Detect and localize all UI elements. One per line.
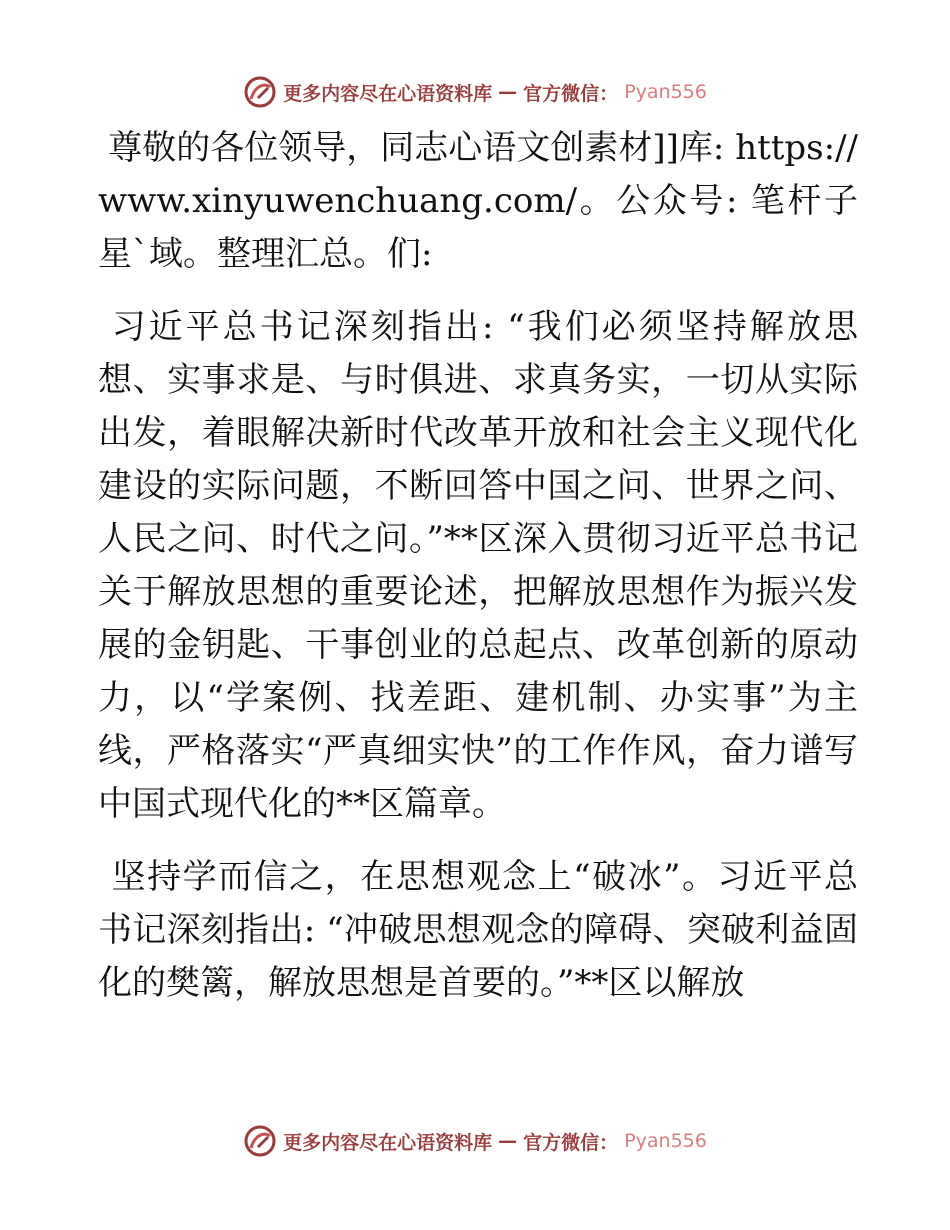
banner-dash: — xyxy=(498,81,518,103)
banner-wechat-label: 官方微信： xyxy=(523,82,619,105)
document-body xyxy=(98,122,858,1010)
header-watermark-banner xyxy=(0,72,950,112)
pen-swirl-logo-icon xyxy=(243,1124,277,1158)
banner-wechat-id: Pyan556 xyxy=(624,1130,707,1152)
paragraph-intro: 尊敬的各位领导，同志心语文创素材]]库: https://www.xinyuwenchuang.com/。公众号: 笔杆子星`域。整理汇总。们: xyxy=(98,128,858,274)
banner-dash: — xyxy=(498,1130,518,1152)
banner-library-text: 更多内容尽在心语资料库 xyxy=(283,1131,493,1154)
banner-wechat-id: Pyan556 xyxy=(624,81,707,103)
banner-wechat-label: 官方微信： xyxy=(523,1131,619,1154)
footer-watermark-banner xyxy=(0,1121,950,1161)
banner-library-text: 更多内容尽在心语资料库 xyxy=(283,82,493,105)
paragraph-break-ice: 坚持学而信之，在思想观念上“破冰”。习近平总书记深刻指出: “冲破思想观念的障碍、突破利益固化的樊篱，解放思想是首要的。”**区以解放 xyxy=(98,857,858,1003)
paragraph-quote: 习近平总书记深刻指出: “我们必须坚持解放思想、实事求是、与时俱进、求真务实，一切从实际出发，着眼解决新时代改革开放和社会主义现代化建设的实际问题，不断回答中国之问、世界之问、人民之问、时代之问。”**区深入贯彻习近平总书记关于解放思想的重要论述，把解放思想作为振兴发展的金钥匙、干事创业的总起点、改革创新的原动力，以“学案例、找差距、建机制、办实事”为主线，严格落实“严真细实快”的工作作风，奋力谱写中国式现代化的**区篇章。 xyxy=(98,307,858,824)
pen-swirl-logo-icon xyxy=(243,75,277,109)
